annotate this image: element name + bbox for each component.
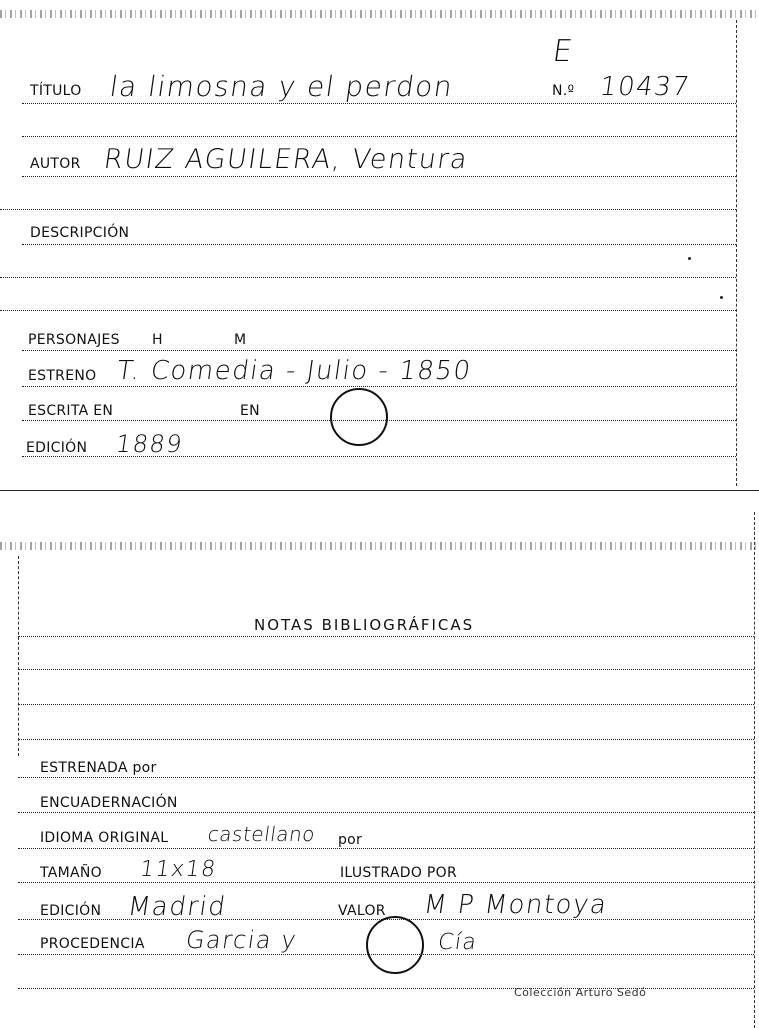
estrenada-rule [18,777,754,778]
punch-hole-circle [330,388,388,446]
procedencia-rule [18,954,754,955]
escrita-en: EN [240,403,260,419]
ilustrado-label: ILUSTRADO POR [340,865,457,881]
speck [720,296,723,299]
notas-rule-4 [18,739,754,740]
titulo-label: TÍTULO [30,83,82,99]
notas-rule-2 [18,669,754,670]
corner-mark: E [550,34,576,69]
autor-label: AUTOR [30,156,81,172]
valor-label: VALOR [338,903,386,919]
personajes-rule [22,350,736,351]
autor-rule [22,176,736,177]
titulo-rule [22,103,736,104]
catalog-card-front [0,0,759,492]
right-border [736,20,737,486]
idioma-por: por [338,832,363,848]
numero-label: N.º [552,83,575,99]
right-border [754,512,755,1028]
estreno-label: ESTRENO [28,368,97,384]
collection-footer: Colección Arturo Sedó [514,986,647,999]
punch-hole-circle [366,916,424,974]
descripcion-rule-2 [0,277,736,278]
notas-rule-3 [18,704,754,705]
edicion-rule [22,456,736,457]
left-border [18,556,19,756]
procedencia-value-2: Cía [436,930,480,955]
descripcion-label: DESCRIPCIÓN [30,225,130,241]
personajes-m: M [234,332,247,348]
tamano-label: TAMAÑO [40,865,102,881]
notas-heading: NOTAS BIBLIOGRÁFICAS [254,616,475,634]
autor-value: RUIZ AGUILERA, Ventura [101,144,471,175]
encuadernacion-label: ENCUADERNACIÓN [40,795,178,811]
card-bottom-edge [0,490,759,491]
titulo-rule-2 [22,136,736,137]
edicion-label: EDICIÓN [26,440,88,456]
numero-value: 10437 [597,72,693,102]
notas-rule-1 [18,636,754,637]
idioma-value: castellano [206,822,317,846]
top-edge-speckle [0,542,759,550]
autor-rule-2 [0,209,736,210]
descripcion-rule-3 [0,310,736,311]
tamano-value: 11x18 [138,857,219,882]
personajes-h: H [152,332,163,348]
titulo-value: la limosna y el perdon [107,70,456,103]
speck [688,257,691,260]
edicion-value: 1889 [114,430,186,458]
edicion-back-value: Madrid [125,892,229,922]
top-edge-speckle [0,10,759,18]
idioma-rule [18,848,754,849]
idioma-label: IDIOMA ORIGINAL [40,830,169,846]
catalog-card-back [0,512,759,1028]
descripcion-rule-1 [22,244,736,245]
encuadernacion-rule [18,812,754,813]
edicion-back-label: EDICIÓN [40,903,102,919]
valor-value: M P Montoya [421,890,610,920]
estreno-value: T. Comedia - Julio - 1850 [114,356,474,386]
estrenada-label: ESTRENADA por [40,760,157,776]
tamano-rule [18,882,754,883]
procedencia-label: PROCEDENCIA [40,936,145,952]
personajes-label: PERSONAJES [28,332,120,348]
procedencia-value: Garcia y [184,926,300,954]
escrita-label: ESCRITA EN [28,403,114,419]
estreno-rule [22,386,736,387]
